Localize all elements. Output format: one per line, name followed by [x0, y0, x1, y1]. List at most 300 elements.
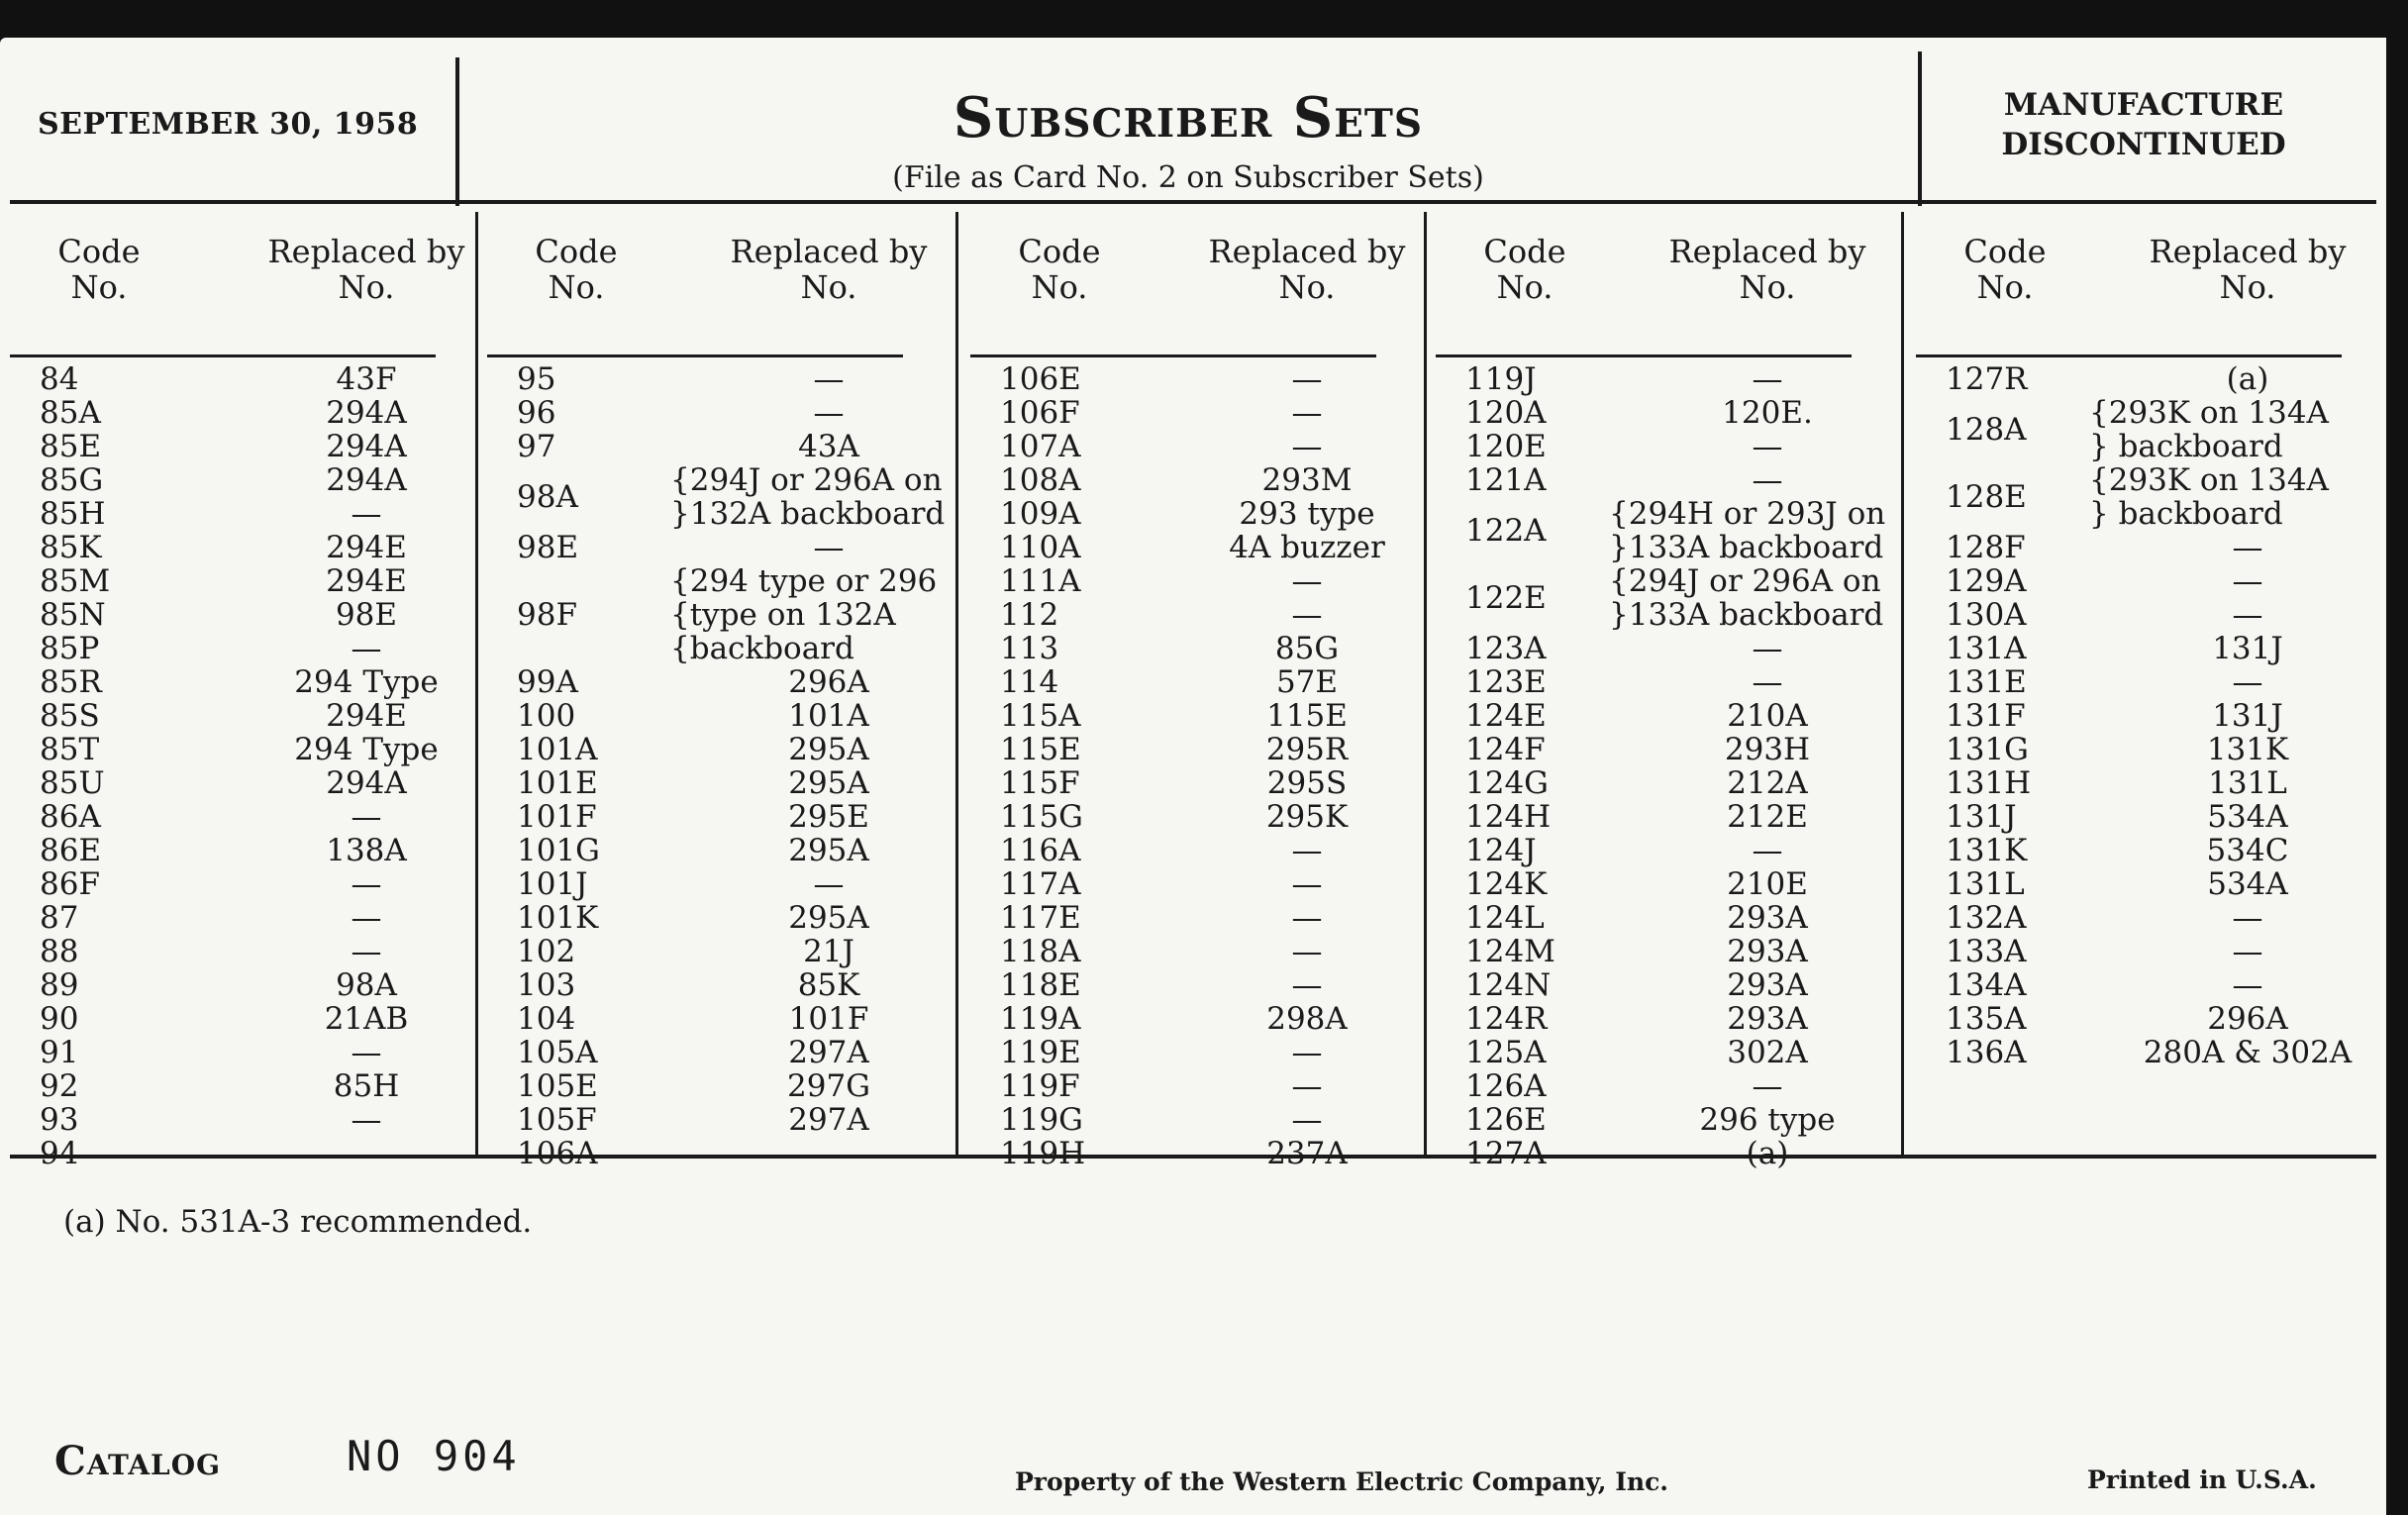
- header-text: Replaced by: [1208, 233, 1406, 270]
- replacement-line: —: [2232, 934, 2263, 969]
- header-text: Code: [1483, 233, 1566, 270]
- table-row: [40, 968, 475, 1002]
- table-row: [1946, 800, 2381, 834]
- code-number: 131G: [1946, 732, 2029, 767]
- table-row: [517, 430, 943, 463]
- table-rows: [40, 362, 475, 1170]
- replacement-line: —: [2232, 664, 2263, 700]
- replacement-line: 237A: [1266, 1136, 1348, 1171]
- table-row: [40, 362, 475, 396]
- code-number: 101K: [517, 900, 599, 936]
- replacement-line: —: [813, 361, 845, 397]
- code-number: 124E: [1465, 698, 1547, 734]
- replacement-line: 131K: [2206, 732, 2289, 767]
- replacement-number: [1158, 834, 1455, 867]
- replacement-number: [1158, 564, 1455, 598]
- replacement-line: 85G: [1274, 631, 1340, 666]
- code-number: 131K: [1946, 833, 2028, 868]
- replacement-number: [1158, 665, 1455, 699]
- replacement-number: [1619, 396, 1916, 430]
- replacement-line: —: [351, 631, 382, 666]
- replacement-number: [680, 531, 977, 564]
- code-number: 95: [517, 361, 556, 397]
- replacement-line: 101F: [788, 1001, 869, 1037]
- replacement-number: [680, 800, 977, 834]
- replacement-line: 294E: [326, 563, 407, 599]
- replacement-number: [1619, 1069, 1916, 1103]
- code-number: 124N: [1465, 967, 1552, 1003]
- replacement-line: 298A: [1266, 1001, 1348, 1037]
- table-row: [40, 1002, 475, 1036]
- replacement-number: [1158, 867, 1455, 901]
- table-row: [517, 766, 943, 800]
- code-number: 124J: [1465, 833, 1537, 868]
- table-row: [517, 834, 943, 867]
- table-row: [1000, 766, 1416, 800]
- replacement-line: } backboard: [2089, 496, 2283, 532]
- code-number: 85P: [40, 631, 100, 666]
- table-row: [517, 1002, 943, 1036]
- replacement-number: [1158, 497, 1455, 531]
- replacement-number: [218, 733, 515, 766]
- table-row: [40, 834, 475, 867]
- code-number: 122A: [1465, 513, 1547, 549]
- replacement-line: —: [351, 1136, 382, 1171]
- replacement-line: 212A: [1727, 765, 1808, 801]
- replacement-line: —: [351, 1102, 382, 1138]
- replacement-number: [1619, 733, 1916, 766]
- header-text: No.: [1031, 268, 1088, 306]
- replacement-line: —: [813, 1136, 845, 1171]
- replacement-number: [2099, 968, 2396, 1002]
- table-row: [1946, 564, 2381, 598]
- replacement-line: 98E: [335, 597, 398, 633]
- table-row: [1000, 598, 1416, 632]
- replacement-number: [680, 665, 977, 699]
- replacement-number: [1619, 362, 1916, 396]
- replacement-number: [218, 901, 515, 935]
- replacement-line: 293A: [1727, 900, 1808, 936]
- code-number: 103: [517, 967, 576, 1003]
- code-number: 111A: [1000, 563, 1081, 599]
- replacement-line: }132A backboard: [670, 496, 946, 532]
- replacement-line: 115E: [1266, 698, 1348, 734]
- replacement-line: —: [2232, 967, 2263, 1003]
- table-row: [1465, 396, 1891, 430]
- replacement-number: [218, 665, 515, 699]
- code-column-header: [1956, 234, 2055, 305]
- replacement-number: [218, 1069, 515, 1103]
- replacement-number: [218, 968, 515, 1002]
- replacement-line: —: [1291, 1068, 1323, 1104]
- replacement-line: 43F: [336, 361, 397, 397]
- code-number: 113: [1000, 631, 1059, 666]
- table-row: [1946, 766, 2381, 800]
- replacement-line: {type on 132A: [670, 597, 896, 633]
- replacement-number: [2099, 564, 2396, 598]
- table-row: [517, 699, 943, 733]
- table-row: [1000, 935, 1416, 968]
- code-number: 98E: [517, 530, 579, 565]
- replacement-number: [218, 598, 515, 632]
- replacement-line: 294A: [326, 395, 407, 431]
- code-number: 97: [517, 429, 556, 464]
- header-text: Code: [1963, 233, 2047, 270]
- replacement-number: [1158, 1002, 1455, 1036]
- code-number: 98F: [517, 597, 577, 633]
- replacement-number: [2099, 935, 2396, 968]
- replacement-line: 293A: [1727, 967, 1808, 1003]
- replacement-line: 534A: [2207, 799, 2288, 835]
- replacement-number: [1158, 1137, 1455, 1170]
- code-number: 119G: [1000, 1102, 1083, 1138]
- replacement-number: [1158, 901, 1455, 935]
- table-row: [40, 463, 475, 497]
- replacement-number: [1619, 867, 1916, 901]
- replaced-by-column-header: [1168, 234, 1446, 305]
- replaced-by-column-header: [690, 234, 967, 305]
- replacement-line: 296 type: [1699, 1102, 1836, 1138]
- table-row: [1946, 901, 2381, 935]
- replacement-line: 302A: [1727, 1035, 1808, 1070]
- table-row: [1465, 1069, 1891, 1103]
- code-number: 85R: [40, 664, 102, 700]
- replacement-line: —: [1291, 1035, 1323, 1070]
- table-row: [1946, 834, 2381, 867]
- code-number: 98A: [517, 479, 578, 515]
- replacement-line: 297A: [788, 1035, 869, 1070]
- replacement-number: [1619, 1137, 1916, 1170]
- replacement-line: (a): [2226, 361, 2269, 397]
- code-number: 116A: [1000, 833, 1081, 868]
- code-number: 119A: [1000, 1001, 1081, 1037]
- replacement-line: 294A: [326, 429, 407, 464]
- code-column-header: [1010, 234, 1109, 305]
- table-row: [40, 867, 475, 901]
- table-row: [40, 430, 475, 463]
- code-number: 101J: [517, 866, 588, 902]
- table-row: [40, 901, 475, 935]
- replacement-number: [1158, 531, 1455, 564]
- table-row: [1465, 733, 1891, 766]
- replacement-number: [1609, 564, 1883, 632]
- table-row: [517, 867, 943, 901]
- table-row: [1000, 867, 1416, 901]
- table-row: [40, 396, 475, 430]
- table-row: [1465, 834, 1891, 867]
- replacement-line: 280A & 302A: [2143, 1035, 2353, 1070]
- replacement-number: [218, 362, 515, 396]
- header-text: Code: [1018, 233, 1101, 270]
- table-row: [1465, 497, 1891, 564]
- replacement-number: [1619, 632, 1916, 665]
- code-number: 128F: [1946, 530, 2026, 565]
- code-column-header: [527, 234, 626, 305]
- replacement-line: 212E: [1727, 799, 1808, 835]
- code-number: 86E: [40, 833, 102, 868]
- replacement-line: {backboard: [670, 631, 854, 666]
- header-text: No.: [338, 268, 395, 306]
- table-row: [1946, 665, 2381, 699]
- replacement-line: 295A: [788, 732, 869, 767]
- replacement-line: {294J or 296A on: [670, 462, 943, 498]
- replacement-number: [218, 834, 515, 867]
- table-row: [1000, 834, 1416, 867]
- replacement-number: [680, 867, 977, 901]
- replacement-number: [218, 766, 515, 800]
- code-column-header: [1475, 234, 1574, 305]
- code-number: 127A: [1465, 1136, 1547, 1171]
- card-date: SEPTEMBER 30, 1958: [38, 107, 419, 142]
- replacement-number: [1158, 430, 1455, 463]
- code-number: 124G: [1465, 765, 1549, 801]
- header-text: No.: [1976, 268, 2034, 306]
- replacement-number: [1158, 362, 1455, 396]
- code-number: 118E: [1000, 967, 1081, 1003]
- replacement-number: [1158, 766, 1455, 800]
- replacement-line: —: [1291, 900, 1323, 936]
- table-row: [517, 462, 946, 532]
- catalog-number: NO 904: [347, 1432, 521, 1480]
- replacement-number: [1619, 463, 1916, 497]
- code-number: 105E: [517, 1068, 598, 1104]
- table-row: [1946, 1036, 2381, 1069]
- column-header-rule: [487, 354, 903, 357]
- replacement-number: [1609, 497, 1885, 564]
- code-number: 132A: [1946, 900, 2027, 936]
- replacement-line: 293A: [1727, 1001, 1808, 1037]
- replacement-line: 294A: [326, 462, 407, 498]
- code-number: 105A: [517, 1035, 598, 1070]
- code-number: 135A: [1946, 1001, 2027, 1037]
- replaced-by-column-header: [228, 234, 505, 305]
- replacement-number: [1619, 665, 1916, 699]
- replacement-line: —: [1291, 361, 1323, 397]
- code-number: 106F: [1000, 395, 1080, 431]
- replacement-line: —: [1291, 934, 1323, 969]
- table-row: [517, 800, 943, 834]
- replacement-line: —: [1752, 429, 1783, 464]
- replacement-line: —: [1291, 833, 1323, 868]
- code-number: 125A: [1465, 1035, 1547, 1070]
- replacement-number: [2099, 665, 2396, 699]
- replacement-line: 120E.: [1722, 395, 1813, 431]
- table-column-2: [517, 233, 946, 1224]
- code-number: 129A: [1946, 563, 2027, 599]
- replacement-line: —: [1291, 866, 1323, 902]
- code-number: 114: [1000, 664, 1059, 700]
- table-row: [1946, 733, 2381, 766]
- replacement-line: —: [1752, 631, 1783, 666]
- code-number: 100: [517, 698, 576, 734]
- replacement-line: 43A: [798, 429, 859, 464]
- table-row: [1946, 867, 2381, 901]
- replacement-line: 21AB: [324, 1001, 409, 1037]
- replacement-number: [680, 1069, 977, 1103]
- replacement-line: —: [2232, 900, 2263, 936]
- table-row: [517, 1137, 943, 1170]
- replacement-number: [680, 1137, 977, 1170]
- replacement-number: [2099, 867, 2396, 901]
- table-row: [1000, 362, 1416, 396]
- replacement-number: [218, 1103, 515, 1137]
- table-row: [40, 766, 475, 800]
- table-row: [40, 699, 475, 733]
- replacement-number: [1158, 1069, 1455, 1103]
- code-number: 93: [40, 1102, 79, 1138]
- table-row: [1000, 968, 1416, 1002]
- replacement-line: —: [351, 866, 382, 902]
- replacement-number: [670, 564, 937, 665]
- table-row: [1465, 901, 1891, 935]
- code-number: 119H: [1000, 1136, 1086, 1171]
- table-row: [517, 396, 943, 430]
- table-row: [40, 564, 475, 598]
- code-number: 101E: [517, 765, 598, 801]
- table-row: [1000, 396, 1416, 430]
- table-row: [1000, 564, 1416, 598]
- replacement-number: [218, 497, 515, 531]
- replacement-number: [1619, 800, 1916, 834]
- replacement-number: [2099, 800, 2396, 834]
- code-number: 121A: [1465, 462, 1547, 498]
- replacement-line: 297A: [788, 1102, 869, 1138]
- code-number: 122E: [1465, 580, 1547, 616]
- table-row: [1465, 766, 1891, 800]
- replacement-number: [1158, 1103, 1455, 1137]
- replacement-number: [1158, 699, 1455, 733]
- code-number: 90: [40, 1001, 79, 1037]
- replacement-line: 293M: [1261, 462, 1353, 498]
- replacement-number: [680, 396, 977, 430]
- code-number: 86A: [40, 799, 101, 835]
- table-row: [517, 665, 943, 699]
- table-row: [1465, 632, 1891, 665]
- code-number: 124F: [1465, 732, 1546, 767]
- table-row: [1000, 463, 1416, 497]
- code-number: 131L: [1946, 866, 2025, 902]
- replacement-line: —: [1291, 967, 1323, 1003]
- replacement-number: [2099, 733, 2396, 766]
- replacement-line: 295A: [788, 765, 869, 801]
- code-number: 110A: [1000, 530, 1081, 565]
- table-row: [1946, 1002, 2381, 1036]
- replacement-number: [2099, 834, 2396, 867]
- replacement-line: 293H: [1724, 732, 1811, 767]
- status-label: [1931, 85, 2357, 164]
- replacement-number: [218, 1036, 515, 1069]
- table-row: [1946, 362, 2381, 396]
- replacement-number: [680, 733, 977, 766]
- table-rows: [517, 361, 946, 1171]
- replacement-number: [1158, 1036, 1455, 1069]
- table-row: [1465, 665, 1891, 699]
- table-row: [1000, 1137, 1416, 1170]
- header-text: No.: [800, 268, 857, 306]
- replacement-number: [1158, 396, 1455, 430]
- replacement-number: [1158, 598, 1455, 632]
- replacement-number: [1158, 632, 1455, 665]
- table-row: [1465, 430, 1891, 463]
- code-number: 120A: [1465, 395, 1547, 431]
- replacement-line: 4A buzzer: [1229, 530, 1385, 565]
- table-row: [517, 1069, 943, 1103]
- replacement-line: 101A: [788, 698, 869, 734]
- header-rule: [10, 200, 2376, 204]
- replacement-number: [680, 362, 977, 396]
- replacement-line: —: [1291, 395, 1323, 431]
- code-number: 85A: [40, 395, 101, 431]
- table-column-3: [1000, 234, 1416, 1224]
- table-row: [1000, 497, 1416, 531]
- replacement-line: 296A: [788, 664, 869, 700]
- code-number: 124H: [1465, 799, 1552, 835]
- code-number: 126A: [1465, 1068, 1547, 1104]
- replacement-number: [680, 699, 977, 733]
- table-row: [40, 1036, 475, 1069]
- table-row: [517, 531, 943, 564]
- table-row: [1465, 463, 1891, 497]
- code-number: 88: [40, 934, 79, 969]
- replacement-number: [2099, 598, 2396, 632]
- code-number: 117E: [1000, 900, 1081, 936]
- replacement-line: {293K on 134A: [2089, 462, 2329, 498]
- replacement-number: [218, 396, 515, 430]
- table-row: [40, 935, 475, 968]
- code-number: 136A: [1946, 1035, 2027, 1070]
- replacement-number: [680, 1103, 977, 1137]
- header-divider-right: [1918, 51, 1922, 206]
- header-text: No.: [1278, 268, 1336, 306]
- replacement-line: —: [1752, 833, 1783, 868]
- table-row: [517, 935, 943, 968]
- code-number: 131H: [1946, 765, 2032, 801]
- replacement-line: 295R: [1265, 732, 1349, 767]
- header-text: No.: [70, 268, 128, 306]
- code-number: 119F: [1000, 1068, 1080, 1104]
- table-row: [1465, 1036, 1891, 1069]
- table-rows: [1465, 362, 1891, 1170]
- code-number: 106E: [1000, 361, 1081, 397]
- replacement-line: }133A backboard: [1609, 530, 1884, 565]
- footnote: (a) No. 531A-3 recommended.: [63, 1204, 533, 1240]
- table-row: [1000, 531, 1416, 564]
- table-row: [1000, 699, 1416, 733]
- replacement-number: [2089, 396, 2329, 463]
- code-number: 101F: [517, 799, 597, 835]
- table-row: [1000, 733, 1416, 766]
- replacement-number: [2099, 1036, 2396, 1069]
- replaced-by-column-header: [2109, 234, 2386, 305]
- replacement-line: 294 Type: [294, 732, 439, 767]
- replacement-number: [680, 1036, 977, 1069]
- code-number: 130A: [1946, 597, 2027, 633]
- replacement-number: [218, 867, 515, 901]
- code-number: 112: [1000, 597, 1059, 633]
- code-number: 105F: [517, 1102, 597, 1138]
- code-number: 85K: [40, 530, 102, 565]
- code-number: 124R: [1465, 1001, 1548, 1037]
- code-number: 115A: [1000, 698, 1081, 734]
- replacement-line: 138A: [326, 833, 407, 868]
- table-row: [40, 1069, 475, 1103]
- replacement-number: [680, 901, 977, 935]
- catalog-card: [0, 38, 2386, 1515]
- replacement-line: 98A: [336, 967, 397, 1003]
- table-row: [1465, 699, 1891, 733]
- replacement-line: —: [1752, 1068, 1783, 1104]
- replacement-line: 85K: [797, 967, 860, 1003]
